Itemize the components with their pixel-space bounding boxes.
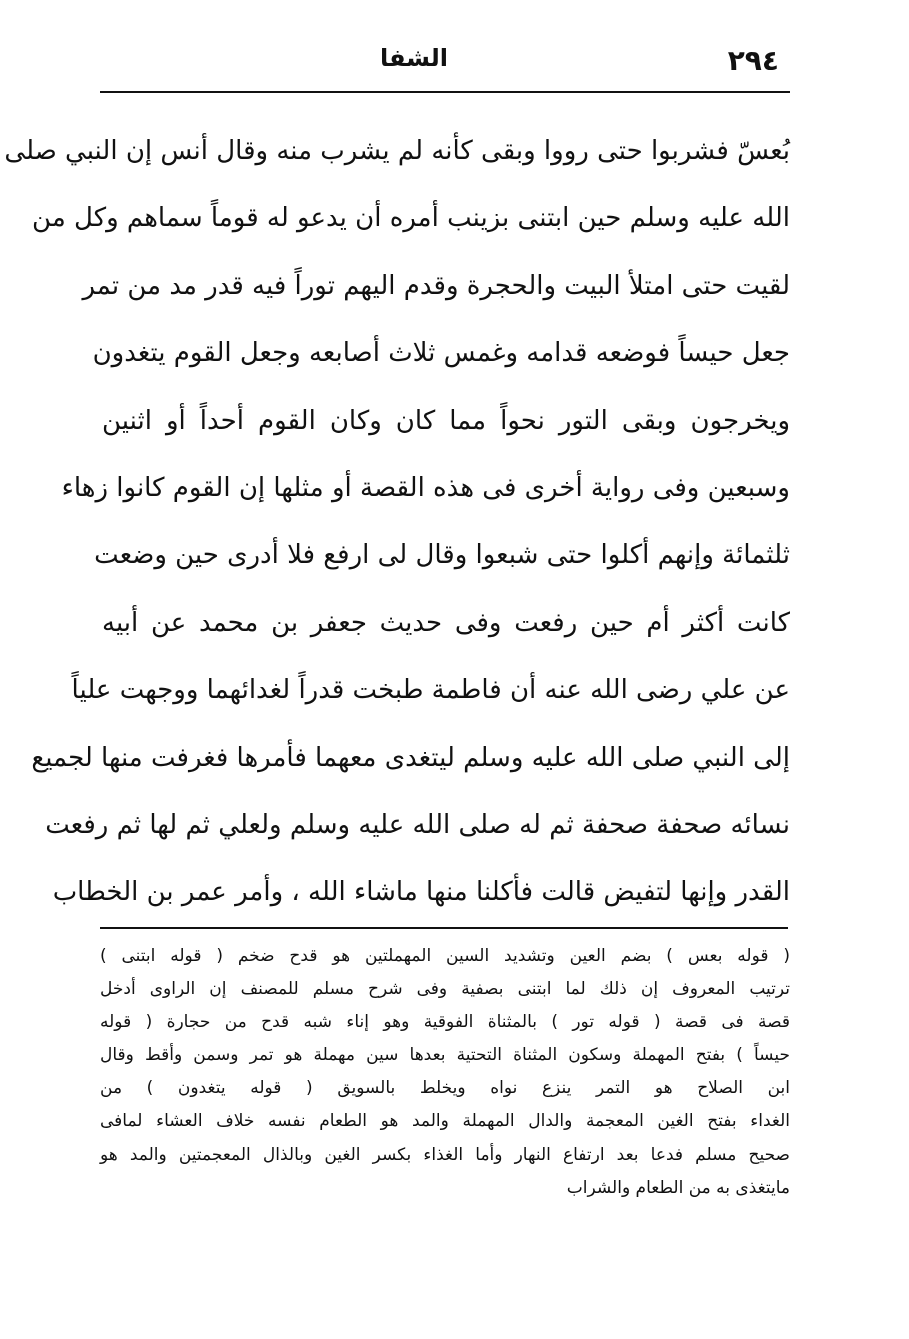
main-text-line: كانت أكثر أم حين رفعت وفى حديث جعفر بن محمد عن أبيه bbox=[102, 607, 790, 638]
footnote-line: صحيح مسلم فدعا بعد ارتفاع النهار وأما الغذاء بكسر الغين وبالذال المعجمتين والمد هو bbox=[100, 1144, 790, 1165]
main-text-line: لقيت حتى امتلأ البيت والحجرة وقدم اليهم توراً فيه قدر مد من تمر bbox=[82, 270, 790, 301]
main-text-line: بُعسّ فشربوا حتى رووا وبقى كأنه لم يشرب منه وقال أنس إن النبي صلى bbox=[4, 136, 790, 166]
main-text-line: نسائه صحفة صحفة ثم له صلى الله عليه وسلم ولعلي ثم لها ثم رفعت bbox=[45, 809, 790, 840]
footnote-line: ابن الصلاح هو التمر ينزع نواه ويخلط بالسويق ( قوله يتغدون ) من bbox=[100, 1078, 790, 1099]
main-text-line: القدر وإنها لتفيض قالت فأكلنا منها ماشاء الله ، وأمر عمر بن الخطاب bbox=[52, 877, 790, 908]
footnote-line: ( قوله بعس ) بضم العين وتشديد السين المهملتين هو قدح ضخم ( قوله ابتنى ) bbox=[100, 946, 790, 966]
main-text-line: وسبعين وفى رواية أخرى فى هذه القصة أو مثلها إن القوم كانوا زهاء bbox=[61, 472, 790, 503]
main-text-line: عن علي رضى الله عنه أن فاطمة طبخت قدراً لغدائهما ووجهت علياً bbox=[71, 675, 790, 706]
running-title: الشفا bbox=[380, 44, 448, 72]
main-text-line: ويخرجون وبقى التور نحواً مما كان وكان القوم أحداً أو اثنين bbox=[102, 405, 790, 436]
footnote-line: ترتيب المعروف إن ذلك لما ابتنى بصفية وفى شرح مسلم للمصنف إن الراوى أدخل bbox=[100, 979, 790, 1000]
footnotes-block bbox=[100, 940, 790, 1205]
footnote-line: حيساً ) بفتح المهملة وسكون المثناة التحتية بعدها سين مهملة هو تمر وسمن وأقط وقال bbox=[100, 1045, 790, 1066]
main-text-line: ثلثمائة وإنهم أكلوا حتى شبعوا وقال لى ارفع فلا أدرى حين وضعت bbox=[94, 540, 790, 571]
main-text-line: إلى النبي صلى الله عليه وسلم ليتغدى معهما فأمرها فغرفت منها لجميع bbox=[31, 742, 790, 773]
footnote-line: قصة فى قصة ( قوله تور ) بالمثناة الفوقية وهو إناء شبه قدح من حجارة ( قوله bbox=[100, 1012, 790, 1033]
main-text-line: الله عليه وسلم حين ابتنى بزينب أمره أن يدعو له قوماً سماهم وكل من bbox=[32, 203, 790, 234]
page-number: ٢٩٤ bbox=[727, 44, 779, 77]
main-text-block bbox=[4, 118, 790, 927]
footnote-line: الغداء بفتح الغين المعجمة والدال المهملة والمد هو الطعام نفسه خلاف العشاء لمافى bbox=[100, 1111, 790, 1132]
header-rule bbox=[100, 91, 790, 93]
main-text-line: جعل حيساً فوضعه قدامه وغمس ثلاث أصابعه وجعل القوم يتغدون bbox=[92, 338, 790, 369]
footnote-rule bbox=[100, 927, 788, 929]
footnote-line: مايتغذى به من الطعام والشراب bbox=[566, 1177, 790, 1198]
